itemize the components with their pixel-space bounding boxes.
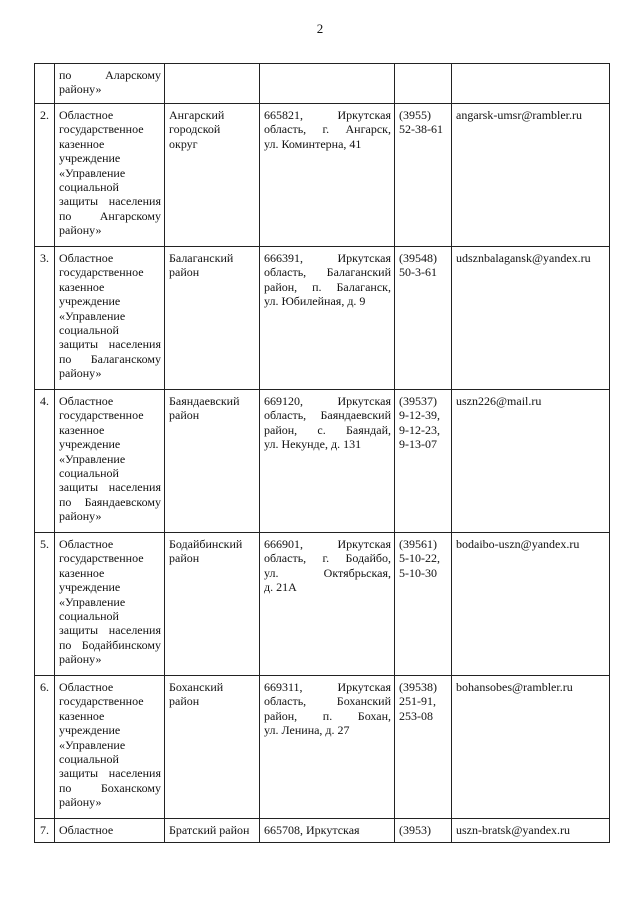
postal-address-line: 666391, Иркутская	[264, 251, 391, 265]
institution-name-line: защиты населения	[59, 623, 161, 638]
institution-name-line: «Управление	[59, 451, 126, 466]
postal-address-line: ул. Юбилейная, д. 9	[264, 294, 366, 309]
institution-name-line: учреждение	[59, 580, 121, 595]
institution-name-line: Областное	[59, 537, 114, 551]
postal-address	[260, 390, 395, 533]
institution-name-line: по Балаганскому	[59, 351, 161, 366]
postal-address-line: ул. Некунде, д. 131	[264, 437, 362, 452]
institution-name	[55, 819, 165, 843]
email-address: uszn226@mail.ru	[452, 390, 610, 533]
phone-number	[395, 104, 452, 247]
municipal-area-line: район	[169, 408, 200, 423]
email-address	[452, 64, 610, 104]
email-address: bodaibo-uszn@yandex.ru	[452, 533, 610, 676]
institution-name-line: государственное	[59, 694, 144, 709]
institution-name-line: казенное	[59, 422, 105, 437]
municipal-area	[165, 64, 260, 104]
email-address: udsznbalagansk@yandex.ru	[452, 247, 610, 390]
phone-number-line: (39538)	[399, 680, 437, 694]
institution-name-line: защиты населения	[59, 766, 161, 781]
postal-address-line: 669311, Иркутская	[264, 680, 391, 694]
phone-number-line: 251-91,	[399, 694, 436, 709]
phone-number-line: 9-12-23,	[399, 422, 440, 437]
phone-number-line: (39561)	[399, 537, 437, 551]
institution-name-line: «Управление	[59, 165, 126, 180]
table-row	[35, 104, 610, 247]
institution-name-line: району»	[59, 223, 102, 238]
phone-number	[395, 390, 452, 533]
table-row	[35, 390, 610, 533]
municipal-area-line: Братский район	[169, 823, 250, 837]
institution-name-line: государственное	[59, 408, 144, 423]
institution-name-line: Областное	[59, 680, 114, 694]
phone-number	[395, 533, 452, 676]
page-number: 2	[316, 21, 324, 36]
table-row	[35, 819, 610, 843]
phone-number-line: 9-12-39,	[399, 408, 440, 423]
row-number	[35, 64, 55, 104]
municipal-area-line: Ангарский	[169, 108, 225, 122]
municipal-area-line: район	[169, 265, 200, 280]
phone-number	[395, 676, 452, 819]
postal-address	[260, 533, 395, 676]
phone-number-line: (3953)	[399, 823, 431, 837]
municipal-area-line: Баяндаевский	[169, 394, 240, 408]
phone-number-line: 5-10-30	[399, 565, 437, 580]
postal-address-line: 669120, Иркутская	[264, 394, 391, 408]
institution-name-line: социальной	[59, 323, 119, 338]
municipal-area-line: Бодайбинский	[169, 537, 243, 551]
institution-name	[55, 104, 165, 247]
institution-name-line: государственное	[59, 122, 144, 137]
postal-address-line: 665821, Иркутская	[264, 108, 391, 122]
institution-name-line: защиты населения	[59, 194, 161, 209]
institution-name-line: по Аларскому	[59, 68, 161, 82]
postal-address-line: область, Боханский	[264, 694, 391, 709]
municipal-area-line: Балаганский	[169, 251, 234, 265]
municipal-area-line: район	[169, 694, 200, 709]
institution-name-line: Областное	[59, 251, 114, 265]
institution-name	[55, 390, 165, 533]
postal-address-line: область, Баяндаевский	[264, 408, 391, 423]
institution-name-line: защиты населения	[59, 337, 161, 352]
institution-name-line: по Баяндаевскому	[59, 494, 161, 509]
phone-number-line: (3955)	[399, 108, 431, 122]
institution-name-line: учреждение	[59, 437, 121, 452]
email-address: bohansobes@rambler.ru	[452, 676, 610, 819]
phone-number-line: 9-13-07	[399, 437, 437, 452]
institution-name-line: государственное	[59, 265, 144, 280]
email-address: angarsk-umsr@rambler.ru	[452, 104, 610, 247]
institution-name-line: социальной	[59, 180, 119, 195]
phone-number-line: (39537)	[399, 394, 437, 408]
institution-name	[55, 64, 165, 104]
institution-name-line: казенное	[59, 565, 105, 580]
municipal-area	[165, 533, 260, 676]
institution-name-line: району»	[59, 366, 102, 381]
postal-address-line: район, п. Балаганск,	[264, 279, 391, 294]
institution-name-line: Областное	[59, 394, 114, 408]
postal-address-line: ул. Коминтерна, 41	[264, 136, 362, 151]
institution-name-line: «Управление	[59, 737, 126, 752]
institution-name-line: казенное	[59, 279, 105, 294]
phone-number-line: 52-38-61	[399, 122, 443, 137]
phone-number-line: 5-10-22,	[399, 551, 440, 566]
institution-name	[55, 676, 165, 819]
phone-number-line: 253-08	[399, 708, 433, 723]
row-number: 7.	[35, 819, 55, 843]
postal-address-line: район, п. Бохан,	[264, 708, 391, 723]
row-number: 4.	[35, 390, 55, 533]
row-number: 2.	[35, 104, 55, 247]
phone-number-line: (39548)	[399, 251, 437, 265]
postal-address-line: 665708, Иркутская	[264, 823, 360, 837]
postal-address-line: ул. Октябрьская,	[264, 565, 391, 580]
phone-number	[395, 819, 452, 843]
institution-name-line: району»	[59, 82, 102, 97]
institution-name-line: социальной	[59, 466, 119, 481]
municipal-area	[165, 676, 260, 819]
table-row	[35, 247, 610, 390]
phone-number	[395, 64, 452, 104]
institution-name-line: социальной	[59, 752, 119, 767]
municipal-area-line: Боханский	[169, 680, 224, 694]
postal-address	[260, 819, 395, 843]
institution-name-line: государственное	[59, 551, 144, 566]
postal-address-line: ул. Ленина, д. 27	[264, 723, 350, 738]
postal-address-line: область, г. Бодайбо,	[264, 551, 391, 566]
postal-address-line: 666901, Иркутская	[264, 537, 391, 551]
postal-address-line: район, с. Баяндай,	[264, 422, 391, 437]
institution-name-line: социальной	[59, 609, 119, 624]
postal-address	[260, 104, 395, 247]
table-row	[35, 533, 610, 676]
institution-name-line: учреждение	[59, 723, 121, 738]
institution-name-line: казенное	[59, 136, 105, 151]
postal-address-line: д. 21А	[264, 580, 297, 595]
municipal-area	[165, 390, 260, 533]
institution-name-line: по Боханскому	[59, 780, 161, 795]
postal-address-line: область, г. Ангарск,	[264, 122, 391, 137]
institution-name-line: району»	[59, 509, 102, 524]
institution-name	[55, 247, 165, 390]
table-row	[35, 676, 610, 819]
institutions-table	[34, 63, 610, 843]
municipal-area-line: район	[169, 551, 200, 566]
institution-name-line: учреждение	[59, 294, 121, 309]
institution-name-line: Областное	[59, 823, 114, 837]
municipal-area	[165, 104, 260, 247]
institution-name-line: «Управление	[59, 308, 126, 323]
institution-name	[55, 533, 165, 676]
institution-name-line: Областное	[59, 108, 114, 122]
municipal-area	[165, 247, 260, 390]
institution-name-line: «Управление	[59, 594, 126, 609]
institution-name-line: району»	[59, 652, 102, 667]
row-number: 6.	[35, 676, 55, 819]
institution-name-line: защиты населения	[59, 480, 161, 495]
institution-name-line: по Бодайбинскому	[59, 637, 161, 652]
institution-name-line: району»	[59, 795, 102, 810]
institution-name-line: по Ангарскому	[59, 208, 161, 223]
municipal-area	[165, 819, 260, 843]
email-address: uszn-bratsk@yandex.ru	[452, 819, 610, 843]
institution-name-line: учреждение	[59, 151, 121, 166]
table-row	[35, 64, 610, 104]
row-number: 3.	[35, 247, 55, 390]
phone-number	[395, 247, 452, 390]
phone-number-line: 50-3-61	[399, 265, 437, 280]
municipal-area-line: городской	[169, 122, 221, 137]
postal-address	[260, 676, 395, 819]
postal-address-line: область, Балаганский	[264, 265, 391, 280]
municipal-area-line: округ	[169, 136, 198, 151]
institution-name-line: казенное	[59, 708, 105, 723]
postal-address	[260, 247, 395, 390]
row-number: 5.	[35, 533, 55, 676]
postal-address	[260, 64, 395, 104]
